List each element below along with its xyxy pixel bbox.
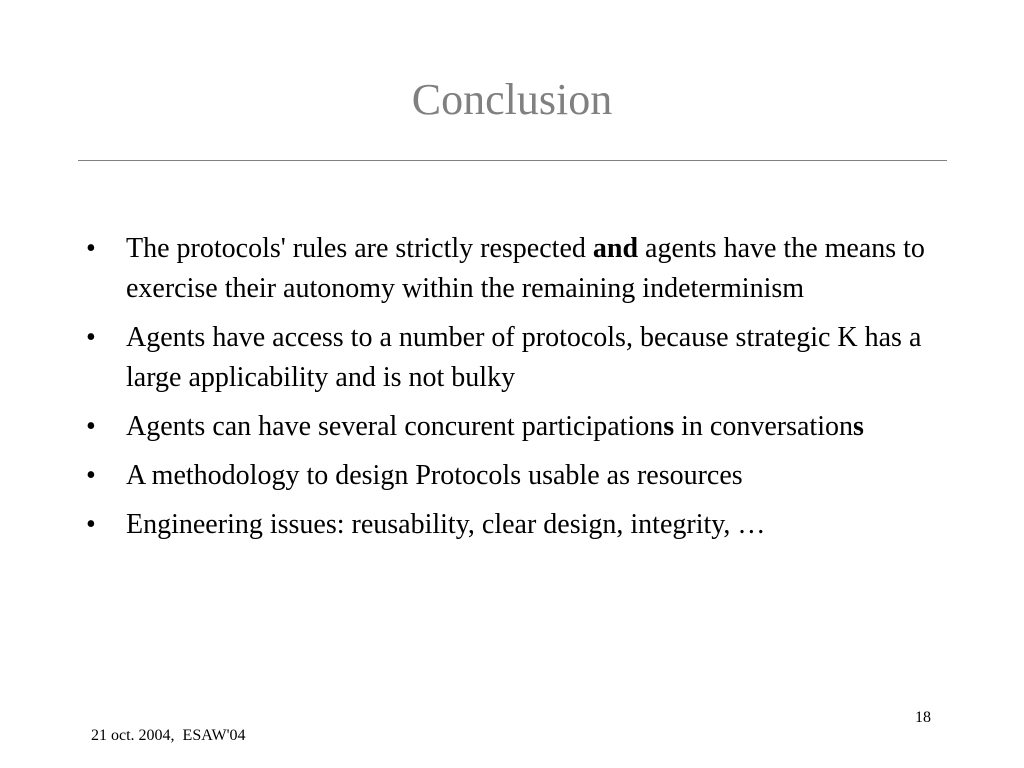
bullet-text-emphasis: and: [592, 233, 639, 264]
bullet-text-emphasis: s: [663, 411, 675, 442]
bullet-text-part: agents have the means to exercise their autonomy within the remaining indeterminism: [126, 233, 925, 304]
bullet-text: [126, 233, 925, 304]
bullet-icon: •: [86, 411, 96, 442]
bullet-list: [86, 229, 926, 554]
bullet-item: [86, 318, 926, 398]
bullet-text-part: The protocols' rules are strictly respected: [126, 233, 593, 264]
page-number: 18: [915, 709, 931, 726]
bullet-text-part: Agents can have several concurent participation: [126, 411, 664, 442]
bullet-icon: •: [86, 322, 96, 353]
bullet-item: [86, 456, 926, 496]
bullet-text: [126, 322, 921, 393]
bullet-text: [126, 509, 765, 540]
bullet-item: [86, 229, 926, 309]
bullet-text-emphasis: s: [852, 411, 864, 442]
bullet-icon: •: [86, 233, 96, 264]
bullet-icon: •: [86, 509, 96, 540]
bullet-item: [86, 505, 926, 545]
bullet-icon: •: [86, 460, 96, 491]
bullet-item: [86, 407, 926, 447]
title-divider: [78, 160, 947, 161]
slide-title: Conclusion: [411, 75, 613, 124]
bullet-text: [126, 411, 864, 442]
bullet-text-part: Agents have access to a number of protocols, because strategic K has a large applicability and is not bulky: [126, 322, 922, 393]
bullet-text-part: in conversation: [674, 411, 853, 442]
footer-date-event: 21 oct. 2004, ESAW'04: [91, 727, 246, 744]
bullet-text: [126, 460, 743, 491]
bullet-text-part: A methodology to design Protocols usable as resources: [126, 460, 743, 491]
bullet-text-part: Engineering issues: reusability, clear design, integrity, …: [126, 509, 766, 540]
